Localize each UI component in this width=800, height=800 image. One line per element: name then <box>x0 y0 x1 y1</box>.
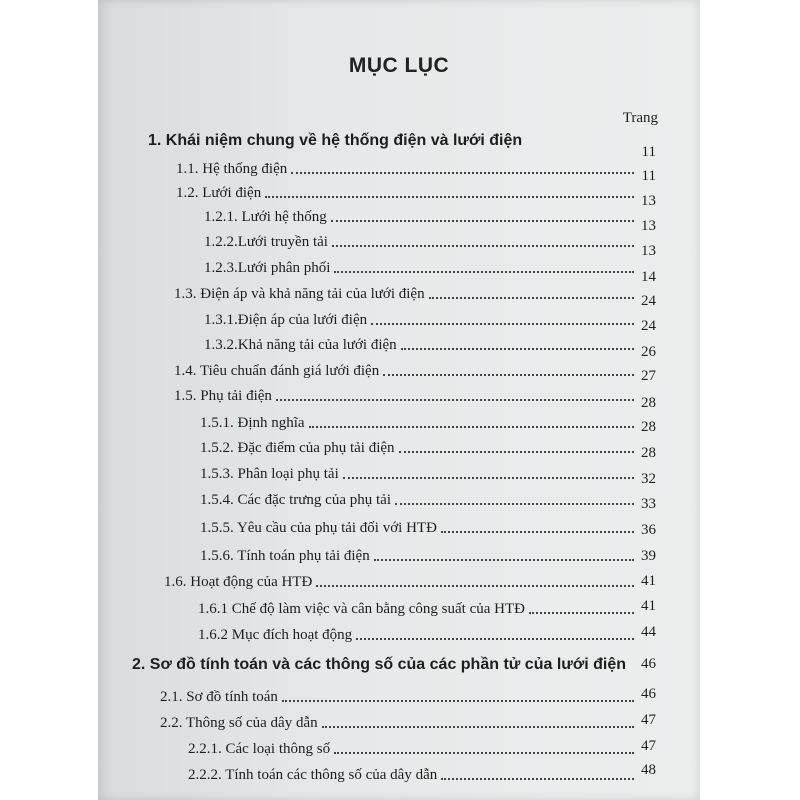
toc-entry-label: 1.6.1 Chế độ làm việc và cân bằng công suất của HTĐ <box>198 601 525 617</box>
toc-entry-page: 24 <box>641 318 656 334</box>
toc-leader <box>334 271 634 273</box>
toc-entry-label: 2. Sơ đồ tính toán và các thông số của các phần tử của lưới điện <box>132 656 627 673</box>
toc-entry-page: 11 <box>641 168 656 184</box>
page-title: MỤC LỤC <box>348 54 450 77</box>
toc-entry-page: 48 <box>641 762 656 778</box>
toc-entry <box>174 385 638 405</box>
toc-entry <box>204 257 638 277</box>
toc-entry-page: 13 <box>641 243 656 259</box>
toc-leader <box>441 778 634 780</box>
toc-entry-page: 47 <box>641 738 656 754</box>
toc-leader <box>343 477 634 479</box>
toc-entry-label: 1.3.1.Điện áp của lưới điện <box>204 312 368 328</box>
toc-entry-label: 1.6.2 Mục đích hoạt động <box>198 627 353 643</box>
toc-entry <box>200 412 638 432</box>
toc-entry-label: 1.2. Lưới điện <box>176 185 262 201</box>
toc-entry <box>176 182 638 202</box>
toc-entry <box>188 738 638 758</box>
toc-entry-page: 14 <box>641 269 656 285</box>
toc-leader <box>429 297 634 299</box>
toc-entry <box>160 712 638 732</box>
toc-entry-label: 1.5.4. Các đặc trưng của phụ tải <box>200 492 391 508</box>
toc-entry-page: 11 <box>641 144 656 160</box>
toc-entry-label: 1.6. Hoạt động của HTĐ <box>164 574 313 590</box>
toc-entry-page: 24 <box>641 293 656 309</box>
toc-entry-page: 46 <box>641 656 656 672</box>
toc-leader <box>309 426 634 428</box>
toc-entry-label: 1.3. Điện áp và khả năng tải của lưới điện <box>174 286 425 302</box>
toc-leader <box>291 172 634 174</box>
toc-entry-label: 1.5.2. Đặc điểm của phụ tải điện <box>200 440 395 456</box>
toc-entry <box>200 463 638 483</box>
toc-entry-page: 28 <box>641 445 656 461</box>
toc-entry-page: 27 <box>641 368 656 384</box>
toc-entry-label: 1.4. Tiêu chuẩn đánh giá lưới điện <box>174 363 380 379</box>
toc-leader <box>371 323 634 325</box>
toc-entry-label: 1.2.1. Lưới hệ thống <box>204 209 327 225</box>
toc-entry-page: 13 <box>641 193 656 209</box>
toc-entry-page: 26 <box>641 344 656 360</box>
toc-entry-page: 28 <box>641 395 656 411</box>
toc-entry <box>200 437 638 457</box>
toc-entry-label: 1.5.5. Yêu cầu của phụ tải đối với HTĐ <box>200 520 437 536</box>
toc-entry <box>188 764 638 784</box>
toc-entry-page: 44 <box>641 624 656 640</box>
toc-entry-page: 28 <box>641 419 656 435</box>
toc-leader <box>441 531 634 533</box>
toc-entry-chapter-2 <box>132 654 628 674</box>
toc-entry-label: 1.5.6. Tính toán phụ tải điện <box>200 548 370 564</box>
toc-entry-label: 1.2.2.Lưới truyền tải <box>204 234 328 250</box>
toc-leader <box>316 585 634 587</box>
toc-entry <box>174 283 638 303</box>
toc-entry <box>200 489 638 509</box>
toc-entry-label: 1.2.3.Lưới phân phối <box>204 260 331 276</box>
toc-entry-page: 39 <box>641 548 656 564</box>
toc-leader <box>374 559 634 561</box>
toc-entry-label: 2.2. Thông số của dây dẫn <box>160 715 318 731</box>
toc-entry-label: 2.2.2. Tính toán các thông số của dây dẫn <box>188 767 438 783</box>
toc-entry-label: 1.3.2.Khả năng tải của lưới điện <box>204 337 397 353</box>
toc-leader <box>395 503 634 505</box>
toc-entry <box>204 231 638 251</box>
toc-leader <box>356 638 634 640</box>
toc-leader <box>401 348 634 350</box>
toc-entry-page: 32 <box>641 471 656 487</box>
toc-leader <box>529 612 634 614</box>
toc-leader <box>265 196 634 198</box>
toc-leader <box>282 700 634 702</box>
toc-entry-page: 46 <box>641 686 656 702</box>
toc-entry-label: 1.5.1. Định nghĩa <box>200 415 305 431</box>
toc-entry-page: 33 <box>641 496 656 512</box>
toc-leader <box>332 245 634 247</box>
toc-leader <box>331 220 634 222</box>
toc-entry <box>204 309 638 329</box>
toc-entry <box>204 334 638 354</box>
book-page <box>98 0 700 800</box>
toc-entry-page: 41 <box>641 598 656 614</box>
toc-leader <box>334 752 634 754</box>
toc-entry-label: 1.5.3. Phân loại phụ tải <box>200 466 339 482</box>
toc-entry-label: 1.5. Phụ tải điện <box>174 388 272 404</box>
toc-leader <box>383 374 634 376</box>
toc-entry-label: 2.1. Sơ đồ tính toán <box>160 689 278 705</box>
toc-entry-label: 2.2.1. Các loại thông số <box>188 741 331 757</box>
toc-entry <box>200 517 638 537</box>
toc-entry <box>204 206 638 226</box>
page-column-header: Trang <box>622 110 658 126</box>
toc-entry <box>200 545 638 565</box>
toc-entry-page: 36 <box>641 522 656 538</box>
toc-entry <box>198 624 638 644</box>
toc-entry <box>160 686 638 706</box>
toc-leader <box>276 399 634 401</box>
toc-entry <box>174 360 638 380</box>
toc-entry-page: 13 <box>641 218 656 234</box>
toc-leader <box>322 726 634 728</box>
toc-entry-label: 1.1. Hệ thống điện <box>176 161 288 177</box>
toc-entry-label: 1. Khái niệm chung về hệ thống điện và lưới điện <box>148 132 523 149</box>
toc-entry <box>176 158 638 178</box>
toc-leader <box>399 451 634 453</box>
toc-entry <box>198 598 638 618</box>
toc-entry-page: 47 <box>641 712 656 728</box>
toc-entry-chapter-1 <box>148 130 550 150</box>
toc-entry-page: 41 <box>641 573 656 589</box>
toc-entry <box>164 571 638 591</box>
